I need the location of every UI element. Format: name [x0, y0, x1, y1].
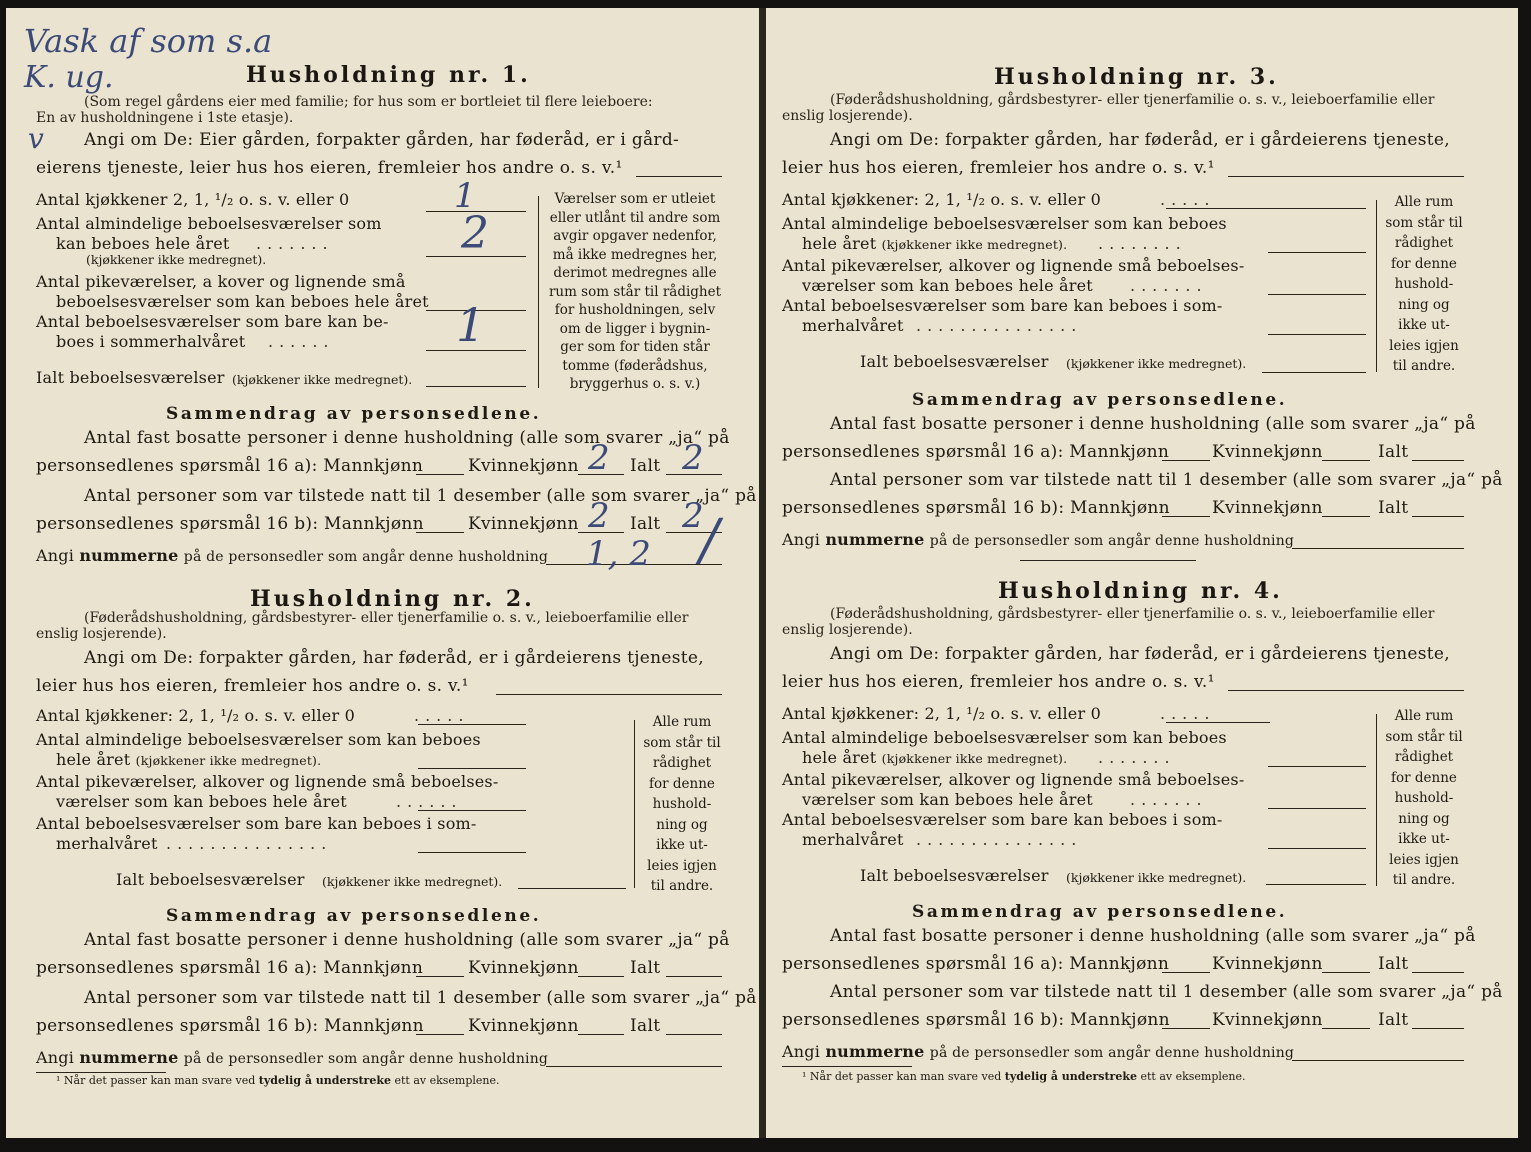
- h3-angi-line2: leier hus hos eieren, fremleier hos andre o. s. v.¹: [782, 158, 1215, 178]
- h1-ialt-paren: (kjøkkener ikke medregnet).: [232, 372, 413, 387]
- h4-a-ialt-label: Ialt: [1378, 954, 1409, 974]
- h4-title: Husholdning nr. 4.: [998, 578, 1283, 604]
- h2-q3-line1: Antal pikeværelser, alkover og lignende små beboelses-: [36, 772, 499, 791]
- left-page: [6, 8, 759, 1138]
- h1-summary-a-line2: personsedlenes spørsmål 16 a): Mannkjønn: [36, 456, 424, 476]
- h2-q4-line1: Antal beboelsesværelser som bare kan beboes i som-: [36, 814, 477, 833]
- h2-numbers-label: Angi nummerne på de personsedler som angår denne husholdning: [36, 1048, 549, 1067]
- h2-a-kvinne-line: [578, 976, 624, 977]
- h1-ialt-answer-line: [426, 386, 526, 387]
- h3-b-kvinne-line: [1322, 516, 1370, 517]
- h4-side-note: Alle rum som står til rådighet for denne hushold- ning og ikke ut- leies igjen til andre.: [1385, 708, 1463, 888]
- h2-angi-line2: leier hus hos eieren, fremleier hos andre o. s. v.¹: [36, 676, 469, 696]
- right-page: [766, 8, 1518, 1138]
- h2-summary-b-line1: Antal personer som var tilstede natt til 1 desember (alle som svarer „ja“ på: [84, 988, 757, 1008]
- h1-summary-a-line1: Antal fast bosatte personer i denne husholdning (alle som svarer „ja“ på: [84, 428, 730, 448]
- h3-a-ialt-label: Ialt: [1378, 442, 1409, 462]
- h4-note-line1: (Føderådshusholdning, gårdsbestyrer- eller tjenerfamilie o. s. v., leieboerfamilie eller: [830, 606, 1435, 622]
- h2-a-ialt-line: [666, 976, 722, 977]
- h1-numbers-answer: 1, 2: [586, 534, 651, 574]
- h4-ialt-answer-line: [1266, 884, 1366, 885]
- page-fold: [759, 8, 766, 1138]
- h1-a-ialt-label: Ialt: [630, 456, 661, 476]
- h2-side-note: Alle rum som står til rådighet for denne hushold- ning og ikke ut- leies igjen til andre.: [643, 714, 721, 894]
- h4-summary-a-line1: Antal fast bosatte personer i denne husholdning (alle som svarer „ja“ på: [830, 926, 1476, 946]
- h3-q1-answer-line: [1166, 208, 1366, 209]
- h1-note-line2: En av husholdningene i 1ste etasje).: [36, 110, 294, 126]
- h2-side-brace: [634, 720, 635, 888]
- h2-b-kvinne-label: Kvinnekjønn: [468, 1016, 579, 1036]
- h4-a-ialt-line: [1412, 972, 1464, 973]
- h3-note-line1: (Føderådshusholdning, gårdsbestyrer- eller tjenerfamilie o. s. v., leieboerfamilie eller: [830, 92, 1435, 108]
- h2-q2-line2: hele året (kjøkkener ikke medregnet).: [56, 750, 322, 769]
- h2-angi-answer-line: [496, 694, 722, 695]
- h4-a-kvinne-line: [1322, 972, 1370, 973]
- h1-q1-kitchens: Antal kjøkkener 2, 1, ¹/₂ o. s. v. eller 0: [36, 190, 350, 209]
- h2-q2-line1: Antal almindelige beboelsesværelser som kan beboes: [36, 730, 481, 749]
- h1-q4-dots: ......: [268, 332, 335, 351]
- h1-a-ialt-answer: 2: [682, 438, 704, 478]
- h1-note-line1: (Som regel gårdens eier med familie; for hus som er bortleiet til flere leieboere:: [84, 94, 653, 110]
- h1-q4-line1: Antal beboelsesværelser som bare kan be-: [36, 312, 389, 331]
- h2-summary-a-line1: Antal fast bosatte personer i denne husholdning (alle som svarer „ja“ på: [84, 930, 730, 950]
- h1-q1-answer: 1: [454, 176, 476, 216]
- h4-a-mann-line: [1162, 972, 1210, 973]
- h4-q3-line2: værelser som kan beboes hele året: [802, 790, 1093, 809]
- h1-q2-dots: .......: [256, 234, 334, 253]
- h1-q4-answer: 1: [456, 298, 486, 352]
- h4-q3-line1: Antal pikeværelser, alkover og lignende små beboelses-: [782, 770, 1245, 789]
- h1-b-ialt-answer: 2: [682, 496, 704, 536]
- h3-numbers-line: [1292, 548, 1464, 549]
- h1-b-ialt-label: Ialt: [630, 514, 661, 534]
- handwritten-header-line1: Vask af som s.a: [24, 22, 273, 60]
- h3-q4-answer-line: [1268, 334, 1366, 335]
- h4-ialt-paren: (kjøkkener ikke medregnet).: [1066, 870, 1247, 885]
- h4-summary-title: Sammendrag av personsedlene.: [912, 902, 1288, 922]
- h1-numbers-label: Angi nummerne på de personsedler som angår denne husholdning: [36, 546, 549, 565]
- h3-q3-dots: .......: [1130, 276, 1208, 295]
- h4-summary-a-line2: personsedlenes spørsmål 16 a): Mannkjønn: [782, 954, 1170, 974]
- h3-ialt-label: Ialt beboelsesværelser: [860, 352, 1049, 371]
- h4-ialt-label: Ialt beboelsesværelser: [860, 866, 1049, 885]
- h3-note-line2: enslig losjerende).: [782, 108, 913, 124]
- h1-q2-line2: kan beboes hele året: [56, 234, 230, 253]
- h2-q1-dots: .....: [414, 706, 470, 725]
- h4-angi-line1: Angi om De: forpakter gården, har føderåd, er i gårdeierens tjeneste,: [830, 644, 1450, 664]
- h2-ialt-answer-line: [518, 888, 626, 889]
- h1-check-mark: /: [700, 508, 719, 573]
- h4-footnote: ¹ Når det passer kan man svare ved tydelig å understreke ett av eksemplene.: [802, 1070, 1246, 1083]
- h2-q3-dots: ......: [396, 792, 463, 811]
- h3-summary-b-line2: personsedlenes spørsmål 16 b): Mannkjønn: [782, 498, 1170, 518]
- h3-summary-title: Sammendrag av personsedlene.: [912, 390, 1288, 410]
- h3-q3-line1: Antal pikeværelser, alkover og lignende små beboelses-: [782, 256, 1245, 275]
- h1-angi-line2: eierens tjeneste, leier hus hos eieren, fremleier hos andre o. s. v.¹: [36, 158, 623, 178]
- h1-q2-line1: Antal almindelige beboelsesværelser som: [36, 214, 382, 233]
- h2-q2-answer-line: [418, 768, 526, 769]
- h2-q3-line2: værelser som kan beboes hele året: [56, 792, 347, 811]
- h3-ialt-paren: (kjøkkener ikke medregnet).: [1066, 356, 1247, 371]
- h3-a-kvinne-line: [1322, 460, 1370, 461]
- h4-note-line2: enslig losjerende).: [782, 622, 913, 638]
- h4-b-kvinne-line: [1322, 1028, 1370, 1029]
- h3-summary-a-line2: personsedlenes spørsmål 16 a): Mannkjønn: [782, 442, 1170, 462]
- h4-q2-line1: Antal almindelige beboelsesværelser som kan beboes: [782, 728, 1227, 747]
- h2-a-kvinne-label: Kvinnekjønn: [468, 958, 579, 978]
- h4-b-ialt-line: [1412, 1028, 1464, 1029]
- h2-numbers-line: [546, 1066, 722, 1067]
- h2-q1-kitchens: Antal kjøkkener: 2, 1, ¹/₂ o. s. v. eller 0: [36, 706, 355, 725]
- h1-q4-line2: boes i sommerhalvåret: [56, 332, 246, 351]
- h1-a-kvinne-label: Kvinnekjønn: [468, 456, 579, 476]
- h3-q4-line2: merhalvåret: [802, 316, 904, 335]
- h3-q1-dots: .....: [1160, 190, 1216, 209]
- h3-side-brace: [1376, 200, 1377, 372]
- h2-summary-b-line2: personsedlenes spørsmål 16 b): Mannkjønn: [36, 1016, 424, 1036]
- h3-q4-line1: Antal beboelsesværelser som bare kan beboes i som-: [782, 296, 1223, 315]
- h3-title: Husholdning nr. 3.: [994, 64, 1279, 90]
- h3-a-ialt-line: [1412, 460, 1464, 461]
- h3-q2-line1: Antal almindelige beboelsesværelser som kan beboes: [782, 214, 1227, 233]
- h2-note-line2: enslig losjerende).: [36, 626, 167, 642]
- h3-a-mann-line: [1162, 460, 1210, 461]
- h4-q1-dots: .....: [1160, 704, 1216, 723]
- h1-summary-title: Sammendrag av personsedlene.: [166, 404, 542, 424]
- h2-b-ialt-line: [666, 1034, 722, 1035]
- h1-side-brace: [538, 196, 539, 388]
- h4-q4-line1: Antal beboelsesværelser som bare kan beboes i som-: [782, 810, 1223, 829]
- h2-b-ialt-label: Ialt: [630, 1016, 661, 1036]
- h4-q4-line2: merhalvåret: [802, 830, 904, 849]
- h4-angi-answer-line: [1228, 690, 1464, 691]
- h1-q3-line1: Antal pikeværelser, a kover og lignende små: [36, 272, 406, 291]
- h1-angi-line1: Angi om De: Eier gården, forpakter gården, har føderåd, er i gård-: [84, 130, 680, 150]
- h3-b-mann-line: [1162, 516, 1210, 517]
- h2-footnote: ¹ Når det passer kan man svare ved tydelig å understreke ett av eksemplene.: [56, 1074, 500, 1087]
- h3-q2-line2: hele året (kjøkkener ikke medregnet).: [802, 234, 1068, 253]
- h4-b-ialt-label: Ialt: [1378, 1010, 1409, 1030]
- h1-a-mann-line: [416, 474, 464, 475]
- h4-a-kvinne-label: Kvinnekjønn: [1212, 954, 1323, 974]
- h3-q3-line2: værelser som kan beboes hele året: [802, 276, 1093, 295]
- h4-b-mann-line: [1162, 1028, 1210, 1029]
- h3-a-kvinne-label: Kvinnekjønn: [1212, 442, 1323, 462]
- h4-q1-kitchens: Antal kjøkkener: 2, 1, ¹/₂ o. s. v. eller 0: [782, 704, 1101, 723]
- h3-q2-dots: ........: [1098, 234, 1187, 253]
- h1-q3-line2: beboelsesværelser som kan beboes hele året: [56, 292, 429, 311]
- h4-q1-answer-line: [1166, 722, 1270, 723]
- h2-a-mann-line: [416, 976, 464, 977]
- h3-angi-answer-line: [1228, 176, 1464, 177]
- h3-angi-line1: Angi om De: forpakter gården, har føderåd, er i gårdeierens tjeneste,: [830, 130, 1450, 150]
- h4-q2-answer-line: [1268, 766, 1366, 767]
- h3-summary-b-line1: Antal personer som var tilstede natt til 1 desember (alle som svarer „ja“ på: [830, 470, 1503, 490]
- h4-side-brace: [1376, 714, 1377, 886]
- h4-q3-dots: .......: [1130, 790, 1208, 809]
- h2-footnote-rule: [36, 1072, 166, 1073]
- h4-q4-dots: ...............: [916, 830, 1083, 849]
- h3-b-ialt-label: Ialt: [1378, 498, 1409, 518]
- h1-summary-b-line1: Antal personer som var tilstede natt til 1 desember (alle som svarer „ja“ på: [84, 486, 757, 506]
- h3-q1-kitchens: Antal kjøkkener: 2, 1, ¹/₂ o. s. v. eller 0: [782, 190, 1101, 209]
- h1-b-mann-line: [416, 532, 464, 533]
- h4-angi-line2: leier hus hos eieren, fremleier hos andre o. s. v.¹: [782, 672, 1215, 692]
- h2-summary-a-line2: personsedlenes spørsmål 16 a): Mannkjønn: [36, 958, 424, 978]
- handwritten-header-line2: K. ug.: [24, 60, 114, 95]
- h2-note-line1: (Føderådshusholdning, gårdsbestyrer- eller tjenerfamilie o. s. v., leieboerfamilie eller: [84, 610, 689, 626]
- h1-a-kvinne-answer: 2: [588, 438, 610, 478]
- h4-q2-line2: hele året (kjøkkener ikke medregnet).: [802, 748, 1068, 767]
- h4-numbers-label: Angi nummerne på de personsedler som angår denne husholdning: [782, 1042, 1295, 1061]
- h1-b-kvinne-answer: 2: [588, 496, 610, 536]
- h3-side-note: Alle rum som står til rådighet for denne hushold- ning og ikke ut- leies igjen til andre.: [1385, 194, 1463, 374]
- h4-summary-b-line2: personsedlenes spørsmål 16 b): Mannkjønn: [782, 1010, 1170, 1030]
- h3-numbers-label: Angi nummerne på de personsedler som angår denne husholdning: [782, 530, 1295, 549]
- h4-b-kvinne-label: Kvinnekjønn: [1212, 1010, 1323, 1030]
- h3-ialt-answer-line: [1262, 372, 1366, 373]
- h3-b-kvinne-label: Kvinnekjønn: [1212, 498, 1323, 518]
- h1-q2-answer: 2: [461, 208, 489, 259]
- h1-ialt-label: Ialt beboelsesværelser: [36, 368, 225, 387]
- h3-summary-a-line1: Antal fast bosatte personer i denne husholdning (alle som svarer „ja“ på: [830, 414, 1476, 434]
- h2-ialt-label: Ialt beboelsesværelser: [116, 870, 305, 889]
- h4-q4-answer-line: [1268, 848, 1366, 849]
- h4-q3-answer-line: [1268, 808, 1366, 809]
- h2-b-kvinne-line: [578, 1034, 624, 1035]
- h1-q2-paren: (kjøkkener ikke medregnet).: [86, 252, 267, 267]
- h1-title: Husholdning nr. 1.: [246, 62, 531, 88]
- h2-q1-answer-line: [418, 724, 526, 725]
- h2-q4-dots: ...............: [166, 834, 333, 853]
- h1-summary-b-line2: personsedlenes spørsmål 16 b): Mannkjønn: [36, 514, 424, 534]
- h2-q4-line2: merhalvåret: [56, 834, 158, 853]
- h2-ialt-paren: (kjøkkener ikke medregnet).: [322, 874, 503, 889]
- h3-q3-answer-line: [1268, 294, 1366, 295]
- h2-a-ialt-label: Ialt: [630, 958, 661, 978]
- h1-b-kvinne-label: Kvinnekjønn: [468, 514, 579, 534]
- h3-end-rule: [1020, 560, 1196, 561]
- h3-b-ialt-line: [1412, 516, 1464, 517]
- h3-q2-answer-line: [1268, 252, 1366, 253]
- h4-footnote-rule: [782, 1066, 912, 1067]
- h1-angi-answer-line: [636, 176, 722, 177]
- h2-summary-title: Sammendrag av personsedlene.: [166, 906, 542, 926]
- h4-summary-b-line1: Antal personer som var tilstede natt til 1 desember (alle som svarer „ja“ på: [830, 982, 1503, 1002]
- h4-numbers-line: [1292, 1060, 1464, 1061]
- h3-q4-dots: ...............: [916, 316, 1083, 335]
- handwritten-margin-mark: v: [28, 122, 44, 155]
- h2-title: Husholdning nr. 2.: [250, 586, 535, 612]
- h2-b-mann-line: [416, 1034, 464, 1035]
- h2-q4-answer-line: [418, 852, 526, 853]
- h4-q2-dots: .......: [1098, 748, 1176, 767]
- h2-q3-answer-line: [418, 810, 526, 811]
- h1-side-note: Værelser som er utleiet eller utlånt til andre som avgir opgaver nedenfor, må ikke medregnes her, derimot medregnes alle rum som står til rådighet for husholdningen, selv om de ligger i bygnin- ger som for tiden står tomme (føderådshus, bryggerhus o. s. v.): [548, 191, 722, 392]
- h2-angi-line1: Angi om De: forpakter gården, har føderåd, er i gårdeierens tjeneste,: [84, 648, 704, 668]
